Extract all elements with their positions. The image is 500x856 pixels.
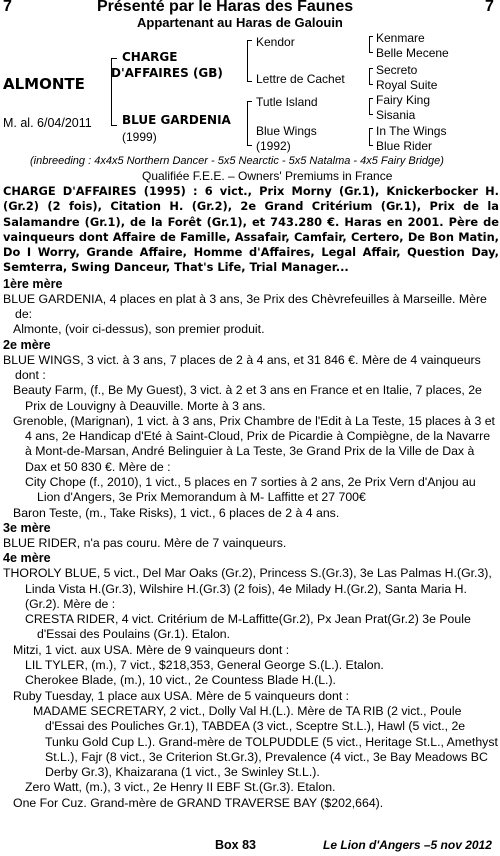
dam-dam-year: (1992) <box>256 139 291 153</box>
fourth-dam-heading: 4e mère <box>3 551 51 566</box>
second-dam-record: BLUE WINGS, 3 vict. à 3 ans, 7 places de 2 à 4 ans, et 31 846 €. Mère de 4 vainqueurs dont : <box>3 352 481 382</box>
horse-sex-dob: M. al. 6/04/2011 <box>3 116 92 130</box>
sire-sire: Kendor <box>256 35 295 49</box>
fourth-dam-produce-2: Mitzi, 1 vict. aux USA. Mère de 9 vainqueurs dont : <box>13 642 290 657</box>
consignor-subtitle: Appartenant au Haras de Galouin <box>137 15 343 30</box>
dam-sire: Tutle Island <box>256 95 318 109</box>
fourth-dam-produce-3: Ruby Tuesday, 1 place aux USA. Mère de 5 vainqueurs dont : <box>13 688 350 703</box>
page-title: Présenté par le Haras des Faunes <box>97 0 354 15</box>
ss-sire: Kenmare <box>376 31 425 45</box>
sale-reference: Le Lion d'Angers –5 nov 2012 <box>323 838 492 852</box>
dd-sire: In The Wings <box>376 124 447 138</box>
qualification-note: Qualifiée F.E.E. – Owners' Premiums in France <box>142 169 393 183</box>
first-dam-produce: Almonte, (voir ci-dessus), son premier produit. <box>13 322 265 337</box>
ss-dam: Belle Mecene <box>376 46 449 60</box>
dd-dam: Blue Rider <box>376 139 433 153</box>
box-number: Box 83 <box>215 838 256 852</box>
fourth-dam-grandproduce-2: Cherokee Blade, (m.), 10 vict., 2e Countess Blade H.(L.). <box>25 673 336 688</box>
sd-dam: Royal Suite <box>376 78 438 92</box>
second-dam-heading: 2e mère <box>3 337 51 352</box>
sd-sire: Secreto <box>376 63 418 77</box>
second-dam-produce-2: Grenoble, (Marignan), 1 vict. à 3 ans, Prix Chambre de l'Edit à La Teste, 15 places à 3 et 4 ans, 2e Handicap d'Eté à Saint-Cloud, Prix de Picardie à Compiègne, de la Navarre à Mont-de-Marsan, André Belinguier à La Teste, 3e Grand Prix de la Ville de Dax à Dax et 50 830 €. Mère de : <box>13 413 495 474</box>
fourth-dam-produce-4: Zero Watt, (m.), 3 vict., 2e Henry II EBF St.(Gr.3). Etalon. <box>25 780 336 795</box>
horse-name: ALMONTE <box>3 75 85 93</box>
fourth-dam-grandproduce-1: LIL TYLER, (m.), 7 vict., $218,353, General George S.(L.). Etalon. <box>25 658 384 673</box>
fourth-dam-produce-1: CRESTA RIDER, 4 vict. Critérium de M-Laffitte(Gr.2), Px Jean Prat(Gr.2) 3e Poule d'Essai des Poulains (Gr.1). Etalon. <box>25 612 471 642</box>
sire-record: CHARGE D'AFFAIRES (1995) : 6 vict., Prix Morny (Gr.1), Knickerbocker H. (Gr.2) (2 fois), Citation H. (Gr.2), 2e Grand Critérium (Gr.1), Prix de la Salamandre (Gr.1), de la Forêt (Gr.1), et 743.280 €. Haras en 2001. Père de vainqueurs dont Affaire de Famille, Assafair, Camfair, Certero, De Bon Matin, Do I Worry, Grande Affaire, Homme d'Affaires, Legal Affair, Question Day, Semterra, Swing Danceur, That's Life, Trial Manager... <box>3 184 499 275</box>
third-dam-record: BLUE RIDER, n'a pas couru. Mère de 7 vainqueurs. <box>3 535 287 550</box>
ds-sire: Fairy King <box>376 93 431 107</box>
second-dam-produce-3: Baron Teste, (m., Take Risks), 1 vict., 6 places de 2 à 4 ans. <box>13 505 340 520</box>
first-dam-heading: 1ère mère <box>3 276 63 291</box>
sire-name-line2: D'AFFAIRES (GB) <box>111 66 223 80</box>
lot-number-right: 7 <box>485 0 494 15</box>
fourth-dam-produce-5: One For Cuz. Grand-mère de GRAND TRAVERSE BAY ($202,664). <box>13 795 384 810</box>
dam-year: (1999) <box>122 130 157 144</box>
lot-number-left: 7 <box>3 0 12 15</box>
sire-dam: Lettre de Cachet <box>256 72 345 86</box>
second-dam-produce-1: Beauty Farm, (f., Be My Guest), 3 vict. à 2 et 3 ans en France et en Italie, 7 places, 2e Prix de Louvigny à Deauville. Morte à 3 ans. <box>13 383 482 413</box>
pedigree-notes <box>3 184 499 811</box>
dam-dam: Blue Wings <box>256 124 317 138</box>
first-dam-record: BLUE GARDENIA, 4 places en plat à 3 ans, 3e Prix des Chèvrefeuilles à Marseille. Mère de: <box>3 291 487 322</box>
sire-name-line1: CHARGE <box>122 50 178 64</box>
second-dam-produce-2-foal: City Chope (f., 2010), 1 vict., 5 places en 7 sorties à 2 ans, 2e Prix Vern d'Anjou au Lion d'Angers, 3e Prix Memorandum à M- Laffitte et 27 700€ <box>25 475 476 505</box>
fourth-dam-grandproduce-3: MADAME SECRETARY, 2 vict., Dolly Val H.(L.). Mère de TA RIB (2 vict., Poule d'Essai des Pouliches Gr.1), TABDEA (3 vict., Sceptre St.L.), Hawl (5 vict., 2e Tunku Gold Cup L.). Grand-mère de TOLPUDDLE (5 vict., Heritage St.L., Amethyst St.L.), Fajr (8 vict., 3e Criterion St.Gr.3), Prevalence (4 vict., 3e Bay Meadows BC Derby Gr.3), Khaizarana (1 vict., 3e Swinley St.L.). <box>33 703 498 780</box>
dam-name: BLUE GARDENIA <box>122 113 231 127</box>
inbreeding-note: (inbreeding : 4x4x5 Northern Dancer - 5x5 Nearctic - 5x5 Natalma - 4x5 Fairy Bridge) <box>30 155 444 167</box>
fourth-dam-record: THOROLY BLUE, 5 vict., Del Mar Oaks (Gr.2), Princess S.(Gr.3), 3e Las Palmas H.(Gr.3), Linda Vista H.(Gr.3), Wilshire H.(Gr.3) (2 fois), 4e Milady H.(Gr.2), Santa Maria H.(Gr.2). Mère de : <box>3 566 492 611</box>
third-dam-heading: 3e mère <box>3 520 51 535</box>
ds-dam: Sisania <box>376 108 416 122</box>
